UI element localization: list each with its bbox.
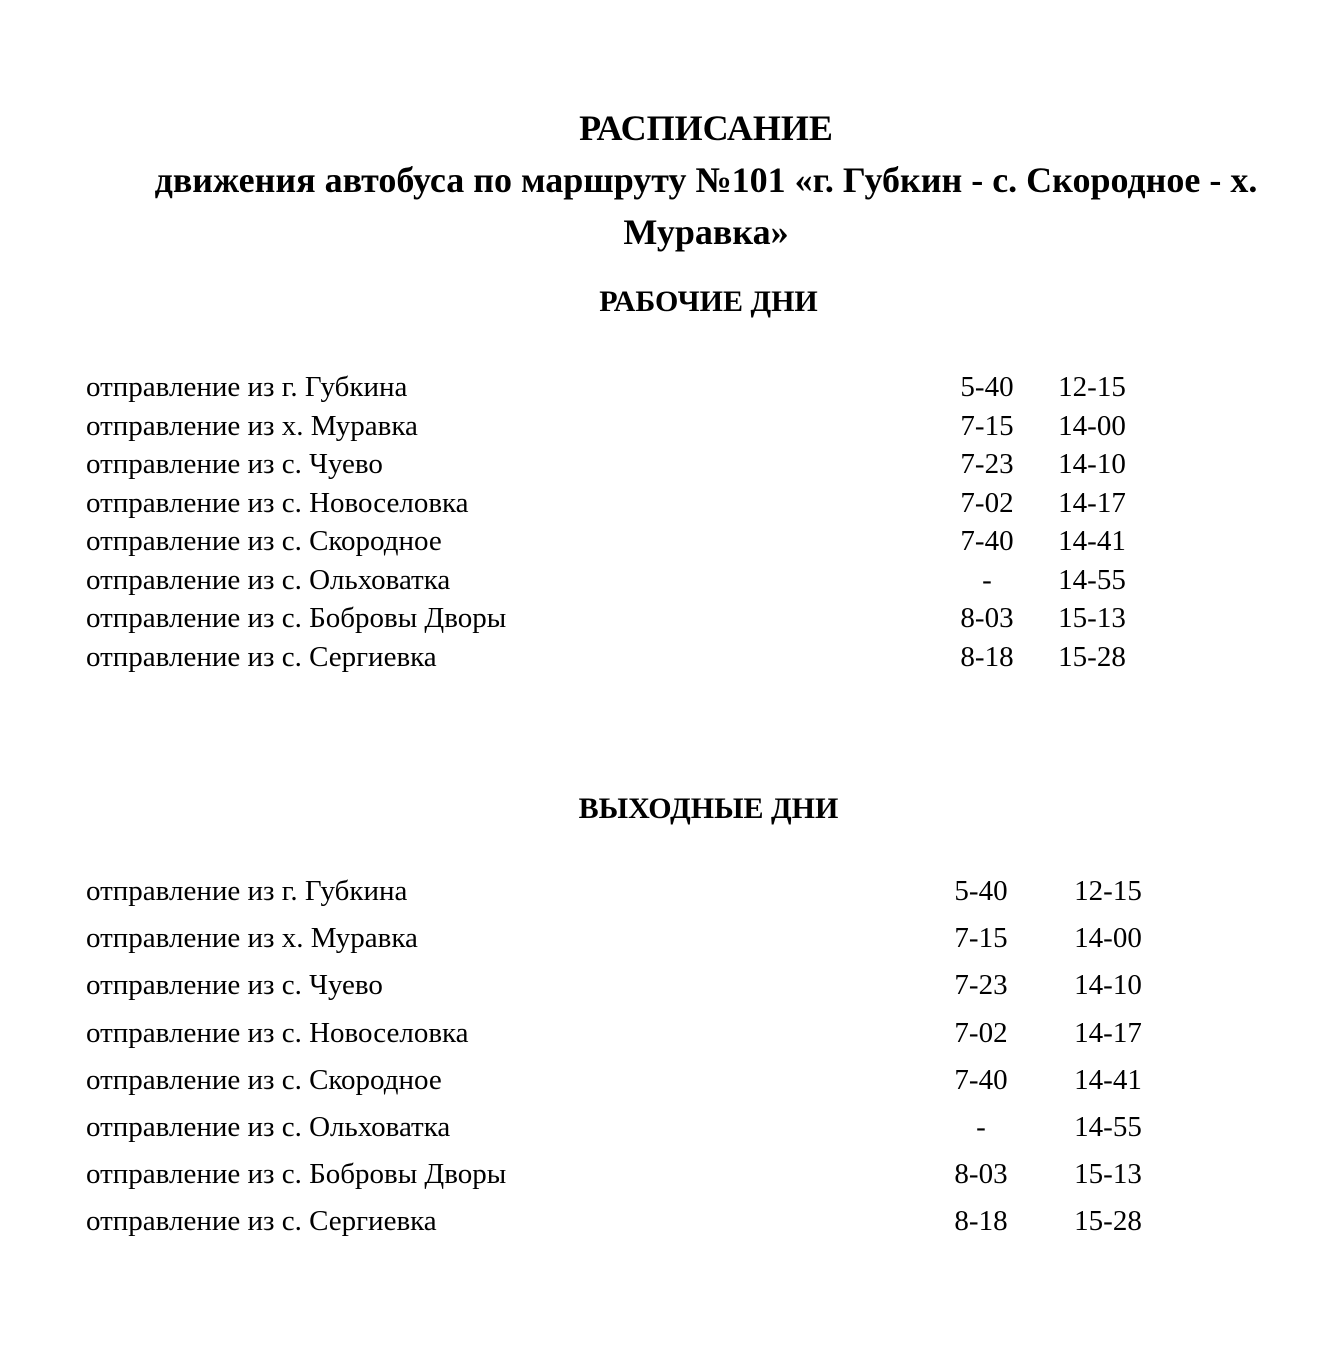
departure-time-1: - — [982, 563, 992, 596]
stop-name: отправление из г. Губкина — [86, 371, 408, 403]
stop-name: отправление из с. Ольховатка — [86, 563, 451, 596]
stop-name: отправление из с. Бобровы Дворы — [86, 602, 507, 634]
departure-time-2: 14-10 — [1074, 969, 1142, 1002]
stop-name: отправление из с. Бобровы Дворы — [86, 1158, 507, 1191]
departure-time-1: 5-40 — [960, 371, 1014, 403]
departure-time-2: 15-28 — [1058, 640, 1126, 673]
stop-name: отправление из с. Чуево — [86, 969, 383, 1002]
stop-name: отправление из с. Ольховатка — [86, 1110, 451, 1143]
stop-name: отправление из с. Новоселовка — [86, 486, 469, 519]
departure-time-1: 8-18 — [960, 640, 1014, 673]
departure-time-2: 14-55 — [1074, 1110, 1142, 1143]
departure-time-2: 14-00 — [1058, 409, 1126, 442]
page-title — [120, 102, 1292, 258]
departure-time-1: 5-40 — [954, 875, 1008, 907]
stop-name: отправление из с. Новоселовка — [86, 1016, 469, 1049]
departure-time-1: - — [976, 1110, 986, 1143]
departure-time-2: 14-17 — [1058, 486, 1126, 519]
departure-time-2: 14-10 — [1058, 448, 1126, 480]
title-line-2: движения автобуса по маршруту №101 «г. Губкин - с. Скородное - х. Муравка» — [154, 160, 1258, 252]
departure-time-2: 12-15 — [1058, 371, 1126, 403]
stop-name: отправление из х. Муравка — [86, 409, 418, 442]
stop-name: отправление из г. Губкина — [86, 875, 408, 907]
stop-name: отправление из с. Сергиевка — [86, 640, 437, 673]
departure-time-2: 14-41 — [1074, 1063, 1142, 1096]
departure-time-1: 7-15 — [960, 409, 1014, 442]
departure-time-1: 7-23 — [954, 969, 1008, 1002]
departure-time-1: 7-40 — [960, 525, 1014, 557]
departure-time-1: 7-02 — [960, 486, 1014, 519]
departure-time-1: 7-15 — [954, 922, 1008, 955]
departure-time-2: 15-13 — [1074, 1158, 1142, 1191]
departure-time-2: 14-55 — [1058, 563, 1126, 596]
stop-name: отправление из х. Муравка — [86, 922, 418, 955]
departure-time-1: 8-03 — [960, 602, 1014, 634]
weekend-heading: ВЫХОДНЫЕ ДНИ — [578, 792, 839, 825]
departure-time-1: 8-03 — [954, 1158, 1008, 1191]
departure-time-2: 15-28 — [1074, 1205, 1142, 1238]
departure-time-1: 7-40 — [954, 1063, 1008, 1096]
departure-time-2: 14-41 — [1058, 525, 1126, 557]
workdays-heading: РАБОЧИЕ ДНИ — [599, 285, 818, 318]
stop-name: отправление из с. Чуево — [86, 448, 383, 480]
departure-time-2: 14-00 — [1074, 922, 1142, 955]
stop-name: отправление из с. Скородное — [86, 525, 442, 557]
departure-time-2: 14-17 — [1074, 1016, 1142, 1049]
departure-time-1: 7-23 — [960, 448, 1014, 480]
stop-name: отправление из с. Скородное — [86, 1063, 442, 1096]
departure-time-1: 7-02 — [954, 1016, 1008, 1049]
stop-name: отправление из с. Сергиевка — [86, 1205, 437, 1238]
departure-time-2: 15-13 — [1058, 602, 1126, 634]
title-line-1: РАСПИСАНИЕ — [579, 108, 833, 148]
departure-time-2: 12-15 — [1074, 875, 1142, 907]
departure-time-1: 8-18 — [954, 1205, 1008, 1238]
